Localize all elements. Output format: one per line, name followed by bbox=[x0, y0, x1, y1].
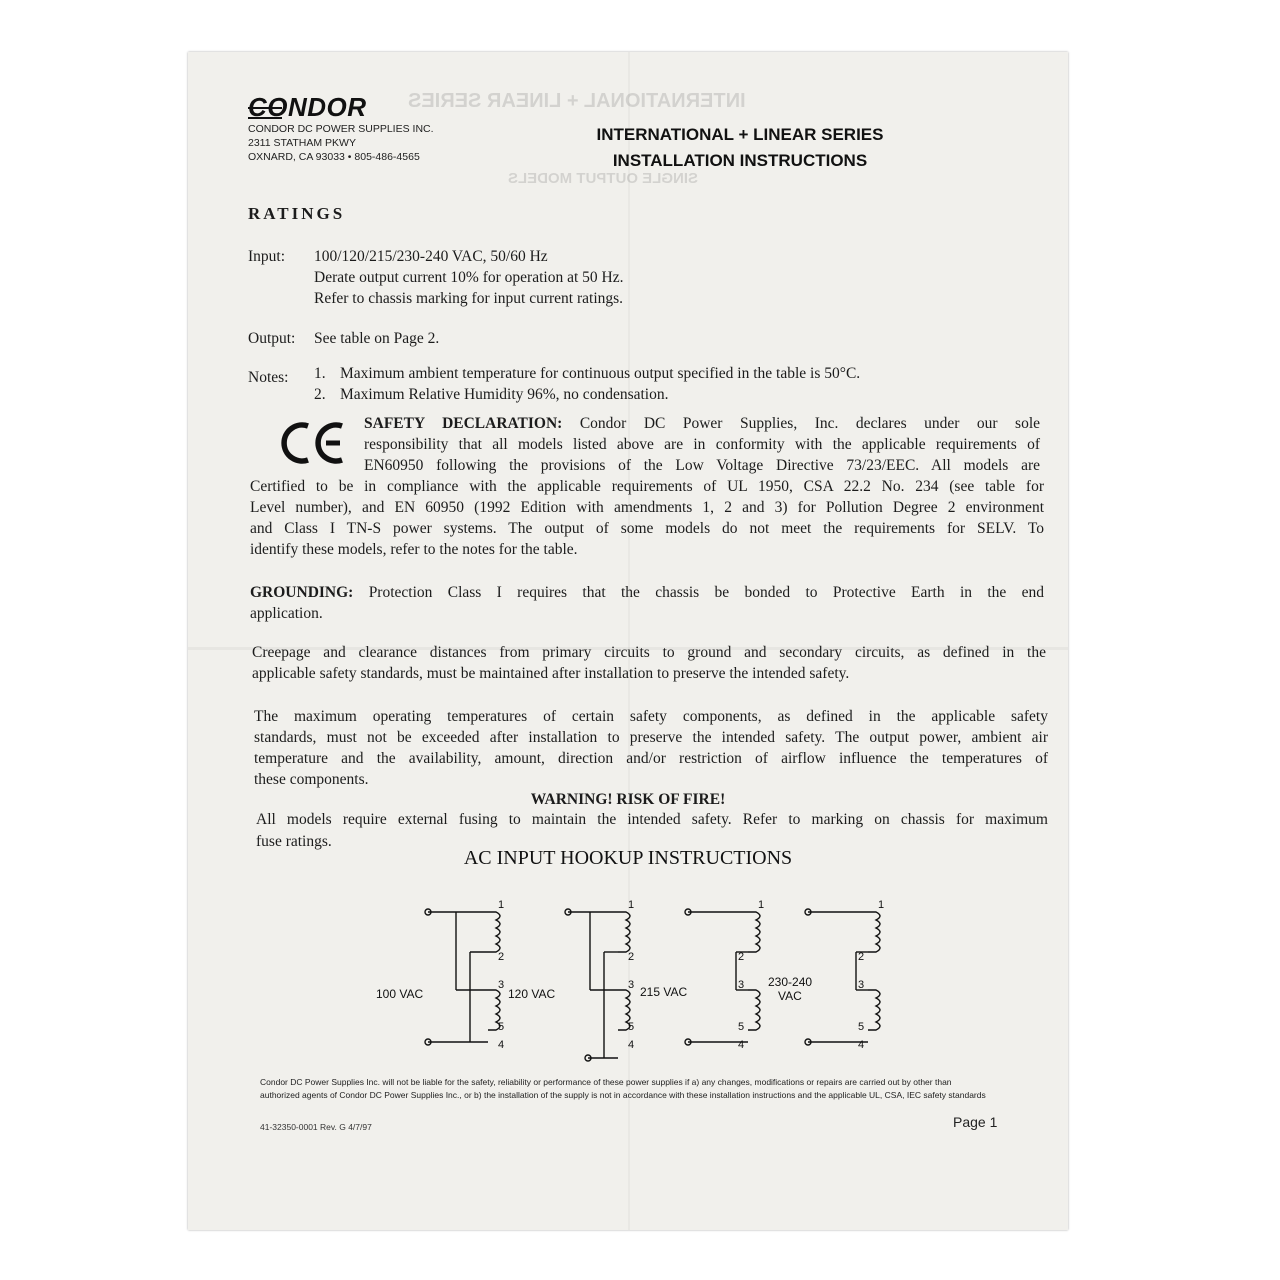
note-2-number: 2. bbox=[314, 386, 326, 403]
coil-230-240vac bbox=[808, 912, 880, 1042]
safety-line-7: identify these models, refer to the notes for the table. bbox=[250, 541, 578, 558]
coil-120vac bbox=[568, 912, 630, 1058]
config-label-230-240: 230-240 bbox=[768, 975, 813, 989]
note-1-number: 1. bbox=[314, 365, 326, 382]
pin-4-c: 4 bbox=[738, 1039, 745, 1051]
document-sheet bbox=[188, 52, 1068, 1230]
config-label-vac: VAC bbox=[778, 989, 802, 1003]
pin-3-a: 3 bbox=[498, 979, 505, 991]
grounding-line-2: application. bbox=[250, 605, 323, 622]
safety-heading: SAFETY DECLARATION: bbox=[364, 415, 563, 432]
note-2-text: Maximum Relative Humidity 96%, no condensation. bbox=[340, 386, 669, 403]
company-address bbox=[248, 122, 434, 164]
company-name: CONDOR DC POWER SUPPLIES INC. bbox=[248, 123, 434, 135]
config-label-100vac: 100 VAC bbox=[376, 987, 424, 1001]
safety-line-6: and Class I TN-S power systems. The output of some models do not meet the requirements for SELV. To bbox=[250, 520, 1044, 537]
bleed-through-title: INTERNATIONAL + LINEAR SERIES bbox=[408, 90, 746, 112]
pin-1-c: 1 bbox=[758, 899, 765, 911]
coil-215vac bbox=[688, 912, 760, 1042]
notes-label: Notes: bbox=[248, 369, 289, 386]
pin-2-b: 2 bbox=[628, 951, 635, 963]
ce-mark-icon bbox=[278, 420, 348, 466]
safety-line-1: SAFETY DECLARATION: Condor DC Power Supplies, Inc. declares under our sole bbox=[364, 415, 1041, 432]
warning-line-1: All models require external fusing to maintain the intended safety. Refer to marking on chassis for maximum bbox=[256, 811, 1048, 828]
config-label-215vac: 215 VAC bbox=[640, 985, 688, 999]
pin-2-c: 2 bbox=[738, 951, 745, 963]
creepage-line-1: Creepage and clearance distances from primary circuits to ground and secondary circuits, as defined in the bbox=[252, 644, 1046, 661]
liability-disclaimer bbox=[260, 1076, 1050, 1102]
input-line-3: Refer to chassis marking for input current ratings. bbox=[314, 290, 624, 307]
pin-5-b: 5 bbox=[628, 1021, 635, 1033]
ac-input-heading: AC INPUT HOOKUP INSTRUCTIONS bbox=[463, 847, 793, 869]
pin-3-c: 3 bbox=[738, 979, 745, 991]
safety-line-2: responsibility that all models listed above are in conformity with the applicable requirements of bbox=[364, 436, 1040, 453]
bleed-through-subtitle: SINGLE OUTPUT MODELS bbox=[508, 170, 699, 187]
pin-4-a: 4 bbox=[498, 1039, 505, 1051]
company-logo: CONDOR bbox=[248, 92, 367, 122]
disclaimer-line-1: Condor DC Power Supplies Inc. will not be liable for the safety, reliability or performance of these power supplies if a) any changes, modifications or repairs are carried out by other than bbox=[260, 1077, 952, 1087]
page-number: Page 1 bbox=[953, 1114, 998, 1130]
input-label: Input: bbox=[248, 248, 286, 265]
temperature-line-1: The maximum operating temperatures of certain safety components, as defined in the applicable safety bbox=[254, 708, 1048, 725]
title-line-2: INSTALLATION INSTRUCTIONS bbox=[612, 151, 868, 170]
output-text: See table on Page 2. bbox=[314, 330, 440, 347]
warning-heading: WARNING! RISK OF FIRE! bbox=[530, 791, 726, 808]
pin-3-d: 3 bbox=[858, 979, 865, 991]
grounding-heading: GROUNDING: bbox=[250, 584, 354, 601]
grounding-line-1: GROUNDING: Protection Class I requires that the chassis be bonded to Protective Earth in the end bbox=[250, 584, 1044, 601]
company-street: 2311 STATHAM PKWY bbox=[248, 137, 356, 149]
pin-5-d: 5 bbox=[858, 1021, 865, 1033]
pin-5-a: 5 bbox=[498, 1021, 505, 1033]
pin-1-d: 1 bbox=[878, 899, 885, 911]
document-number: 41-32350-0001 Rev. G 4/7/97 bbox=[260, 1122, 372, 1132]
note-1-text: Maximum ambient temperature for continuous output specified in the table is 50°C. bbox=[340, 365, 861, 382]
pin-1-b: 1 bbox=[628, 899, 635, 911]
pin-2-a: 2 bbox=[498, 951, 505, 963]
warning-line-2: fuse ratings. bbox=[256, 833, 332, 850]
company-city-phone: OXNARD, CA 93033 • 805-486-4565 bbox=[248, 151, 420, 163]
pin-4-b: 4 bbox=[628, 1039, 635, 1051]
safety-line-4: Certified to be in compliance with the applicable requirements of UL 1950, CSA 22.2 No. 234 (see table for bbox=[250, 478, 1044, 495]
temperature-line-4: these components. bbox=[254, 771, 369, 788]
output-label: Output: bbox=[248, 330, 296, 347]
pin-5-c: 5 bbox=[738, 1021, 745, 1033]
input-line-1: 100/120/215/230-240 VAC, 50/60 Hz bbox=[314, 248, 548, 265]
ratings-heading: RATINGS bbox=[248, 204, 346, 223]
temperature-line-2: standards, must not be exceeded after installation to preserve the intended safety. The output power, ambient air bbox=[254, 729, 1048, 746]
creepage-line-2: applicable safety standards, must be maintained after installation to preserve the intended safety. bbox=[252, 665, 850, 682]
pin-1-a: 1 bbox=[498, 899, 505, 911]
coil-100vac bbox=[428, 912, 500, 1042]
safety-line-3: EN60950 following the provisions of the Low Voltage Directive 73/23/EEC. All models are bbox=[364, 457, 1040, 474]
pin-2-d: 2 bbox=[858, 951, 865, 963]
input-line-2: Derate output current 10% for operation at 50 Hz. bbox=[314, 269, 624, 286]
safety-line-5: Level number), and EN 60950 (1992 Edition with amendments 1, 2 and 3) for Pollution Degree 2 environment bbox=[250, 499, 1044, 516]
pin-4-d: 4 bbox=[858, 1039, 865, 1051]
ac-hookup-diagram bbox=[376, 890, 908, 1080]
disclaimer-line-2: authorized agents of Condor DC Power Supplies Inc., or b) the installation of the supply is not in accordance with these installation instructions and the applicable UL, CSA, IEC safety standards bbox=[260, 1090, 986, 1100]
title-line-1: INTERNATIONAL + LINEAR SERIES bbox=[596, 125, 884, 144]
temperature-line-3: temperature and the availability, amount, direction and/or restriction of airflow influence the temperatures of bbox=[254, 750, 1048, 767]
document-title bbox=[574, 122, 906, 174]
config-label-120vac: 120 VAC bbox=[508, 987, 556, 1001]
pin-3-b: 3 bbox=[628, 979, 635, 991]
